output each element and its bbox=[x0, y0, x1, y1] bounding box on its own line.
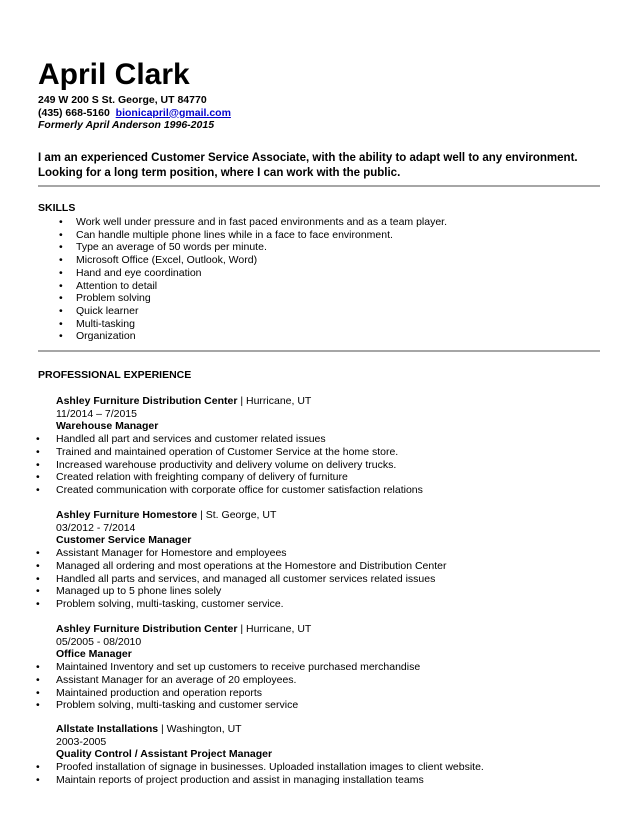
job-location: | Washington, UT bbox=[158, 723, 242, 735]
skill-item: • Multi-tasking bbox=[59, 317, 135, 330]
bullet-icon: • bbox=[36, 585, 40, 598]
job-employer-line bbox=[0, 509, 446, 522]
job-employer-line bbox=[0, 723, 484, 736]
job-employer-line bbox=[0, 395, 423, 408]
bullet-icon: • bbox=[59, 266, 63, 279]
bullet-icon: • bbox=[36, 699, 40, 712]
job-dates: 03/2012 - 7/2014 bbox=[56, 521, 136, 534]
bullet-icon: • bbox=[36, 458, 40, 471]
duty-item: • Increased warehouse productivity and delivery volume on delivery trucks. bbox=[36, 458, 397, 471]
bullet-icon: • bbox=[36, 661, 40, 674]
duty-item: • Trained and maintained operation of Customer Service at the home store. bbox=[36, 445, 399, 458]
bullet-icon: • bbox=[59, 292, 63, 305]
objective-statement: I am an experienced Customer Service Associate, with the ability to adapt well to any environment. Looking for a long term position, where I can work with the public. bbox=[38, 152, 578, 179]
duty-item: • Maintain reports of project production and assist in managing installation teams bbox=[36, 773, 424, 786]
job-location: | Hurricane, UT bbox=[237, 395, 312, 407]
phone-email-line bbox=[38, 107, 231, 120]
skills-heading: SKILLS bbox=[38, 202, 76, 214]
address: 249 W 200 S St. George, UT 84770 bbox=[38, 94, 207, 106]
skill-item: • Attention to detail bbox=[59, 279, 158, 292]
skill-item: • Organization bbox=[59, 330, 136, 343]
skill-item: • Microsoft Office (Excel, Outlook, Word) bbox=[59, 254, 258, 267]
contact-block bbox=[38, 94, 231, 132]
duty-item: • Assistant Manager for an average of 20 employees. bbox=[36, 673, 297, 686]
bullet-icon: • bbox=[59, 317, 63, 330]
skill-item: • Type an average of 50 words per minute. bbox=[59, 241, 267, 254]
bullet-icon: • bbox=[36, 471, 40, 484]
bullet-icon: • bbox=[36, 673, 40, 686]
skill-item: • Quick learner bbox=[59, 304, 139, 317]
bullet-icon: • bbox=[36, 686, 40, 699]
skill-item: • Problem solving bbox=[59, 292, 151, 305]
former-name: Formerly April Anderson 1996-2015 bbox=[38, 119, 215, 131]
job-employer-line bbox=[0, 623, 420, 636]
job-role: Warehouse Manager bbox=[56, 420, 159, 433]
bullet-icon: • bbox=[36, 483, 40, 496]
job-role: Customer Service Manager bbox=[56, 534, 192, 547]
job-dates: 2003-2005 bbox=[56, 735, 107, 748]
bullet-icon: • bbox=[36, 572, 40, 585]
duty-item: • Problem solving, multi-tasking and customer service bbox=[36, 699, 299, 712]
job-location: | Hurricane, UT bbox=[237, 623, 312, 635]
bullet-icon: • bbox=[36, 597, 40, 610]
job-duties bbox=[0, 547, 446, 611]
bullet-icon: • bbox=[59, 228, 63, 241]
job-dates: 05/2005 - 08/2010 bbox=[56, 635, 142, 648]
job-duties bbox=[0, 433, 423, 497]
bullet-icon: • bbox=[59, 216, 63, 228]
bullet-icon: • bbox=[36, 433, 40, 446]
duty-item: • Managed up to 5 phone lines solely bbox=[36, 585, 222, 598]
job-role: Office Manager bbox=[56, 648, 132, 661]
duty-item: • Handled all parts and services, and managed all customer services related issues bbox=[36, 572, 436, 585]
duty-item: • Handled all part and services and customer related issues bbox=[36, 433, 326, 446]
duty-item: • Created relation with freighting company of delivery of furniture bbox=[36, 471, 348, 484]
section-divider bbox=[38, 350, 600, 352]
bullet-icon: • bbox=[36, 559, 40, 572]
duty-item: • Created communication with corporate office for customer satisfaction relations bbox=[36, 483, 423, 496]
job-duties bbox=[0, 661, 420, 712]
company-name: Ashley Furniture Distribution Center bbox=[56, 623, 238, 635]
company-name: Ashley Furniture Distribution Center bbox=[56, 395, 238, 407]
job-role: Quality Control / Assistant Project Manager bbox=[56, 748, 273, 761]
duty-item: • Maintained Inventory and set up customers to receive purchased merchandise bbox=[36, 661, 421, 674]
skill-item: • Can handle multiple phone lines while in a face to face environment. bbox=[59, 228, 393, 241]
skill-item: • Hand and eye coordination bbox=[59, 266, 202, 279]
applicant-name: April Clark bbox=[38, 58, 190, 91]
job-entry bbox=[0, 723, 484, 787]
bullet-icon: • bbox=[36, 773, 40, 786]
bullet-icon: • bbox=[59, 279, 63, 292]
skill-item: • Work well under pressure and in fast paced environments and as a team player. bbox=[59, 216, 448, 228]
skills-list bbox=[0, 216, 447, 343]
bullet-icon: • bbox=[59, 304, 63, 317]
duty-item: • Problem solving, multi-tasking, customer service. bbox=[36, 597, 284, 610]
job-entry bbox=[0, 395, 423, 497]
company-name: Ashley Furniture Homestore bbox=[56, 509, 198, 521]
job-duties bbox=[0, 761, 484, 786]
bullet-icon: • bbox=[36, 547, 40, 560]
job-dates: 11/2014 – 7/2015 bbox=[56, 407, 137, 420]
section-divider bbox=[38, 185, 600, 187]
job-entry bbox=[0, 509, 446, 611]
duty-item: • Proofed installation of signage in businesses. Uploaded installation images to client website. bbox=[36, 761, 484, 774]
duty-item: • Maintained production and operation reports bbox=[36, 686, 263, 699]
email-link[interactable]: bionicapril@gmail.com bbox=[115, 106, 231, 119]
bullet-icon: • bbox=[36, 445, 40, 458]
job-entry bbox=[0, 623, 420, 712]
experience-heading: PROFESSIONAL EXPERIENCE bbox=[38, 369, 192, 381]
duty-item: • Assistant Manager for Homestore and employees bbox=[36, 547, 287, 560]
duty-item: • Managed all ordering and most operations at the Homestore and Distribution Center bbox=[36, 559, 447, 572]
bullet-icon: • bbox=[59, 241, 63, 254]
bullet-icon: • bbox=[36, 761, 40, 774]
job-location: | St. George, UT bbox=[197, 509, 277, 521]
phone-number: (435) 668-5160 bbox=[38, 106, 110, 119]
company-name: Allstate Installations bbox=[56, 723, 159, 735]
bullet-icon: • bbox=[59, 330, 63, 343]
bullet-icon: • bbox=[59, 254, 63, 267]
